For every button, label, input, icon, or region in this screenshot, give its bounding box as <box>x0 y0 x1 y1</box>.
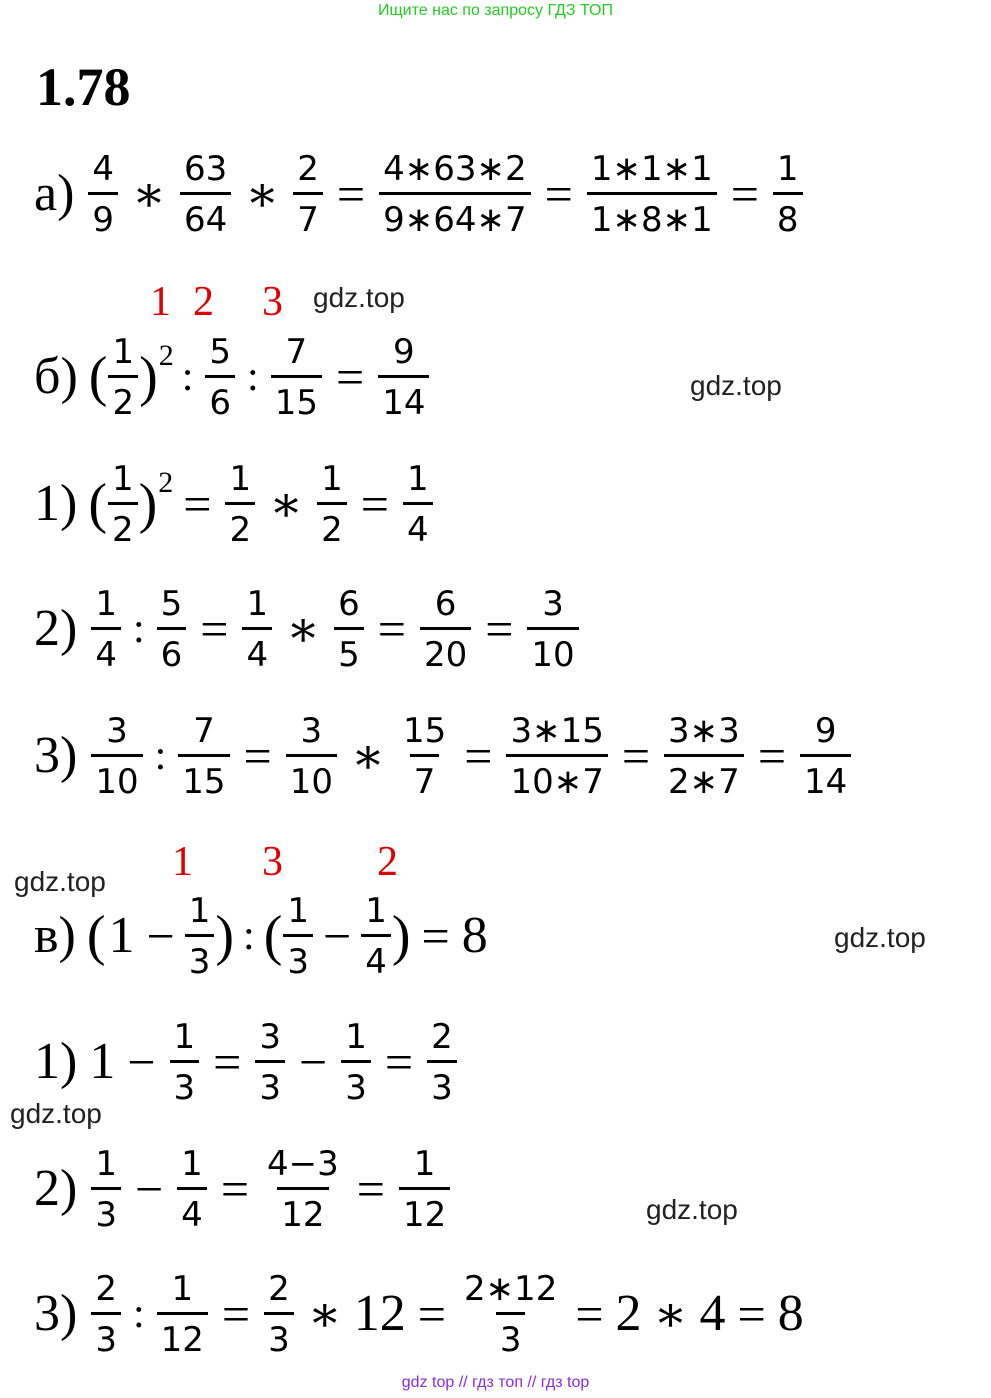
numerator: 7 <box>193 711 215 751</box>
step-label: 1) <box>34 1032 78 1090</box>
numerator: 3 <box>259 1017 282 1057</box>
numerator: 1 <box>181 1144 203 1184</box>
fraction <box>263 1144 343 1235</box>
minus-sign: − <box>299 1033 328 1090</box>
step-label: 2) <box>34 1159 78 1217</box>
denominator: 8 <box>773 192 803 237</box>
fraction <box>180 149 231 240</box>
equals-sign: = <box>544 165 573 222</box>
numerator: 1 <box>95 1144 117 1184</box>
fraction <box>403 459 433 550</box>
numerator: 3∗15 <box>510 711 604 751</box>
times-sign: ∗ <box>307 1285 342 1342</box>
denominator: 12 <box>157 1312 208 1357</box>
equals-sign: = <box>421 907 450 964</box>
equals-sign: = <box>183 475 212 532</box>
integer: 12 <box>353 1284 406 1342</box>
numerator: 1 <box>413 1144 436 1184</box>
fraction <box>361 891 391 982</box>
denominator: 6 <box>205 375 235 420</box>
numerator: 1 <box>173 1017 196 1057</box>
close-paren: ) <box>215 904 235 967</box>
part-b-step-1 <box>34 459 437 550</box>
top-banner: Ищите нас по запросу ГДЗ ТОП <box>378 2 613 19</box>
fraction <box>177 1144 207 1235</box>
numerator: 1 <box>321 459 343 499</box>
denominator: 1∗8∗1 <box>587 192 717 237</box>
integer: 1 <box>108 906 135 964</box>
numerator: 7 <box>285 332 308 372</box>
fraction <box>334 584 364 675</box>
step-label: 1) <box>34 474 78 532</box>
fraction <box>341 1017 371 1108</box>
open-paren: ( <box>263 904 283 967</box>
fraction <box>91 1269 121 1360</box>
fraction <box>178 711 229 802</box>
numerator: 15 <box>402 711 447 751</box>
open-paren: ( <box>86 904 106 967</box>
part-b-label: б) <box>34 347 78 405</box>
fraction <box>157 1269 208 1360</box>
denominator: 9∗64∗7 <box>379 192 531 237</box>
denominator: 10∗7 <box>506 754 607 799</box>
divide-sign: : <box>243 912 255 959</box>
fraction <box>773 149 803 240</box>
numerator: 1 <box>171 1269 194 1309</box>
fraction <box>286 711 337 802</box>
denominator: 3 <box>264 1312 294 1357</box>
fraction <box>108 332 138 423</box>
numerator: 3 <box>300 711 323 751</box>
divide-sign: : <box>132 605 145 652</box>
equals-sign: = <box>336 165 366 222</box>
fraction <box>255 1017 285 1108</box>
numerator: 1 <box>776 149 799 189</box>
part-a-label: а) <box>34 164 75 222</box>
numerator: 2 <box>95 1269 117 1309</box>
fraction <box>293 149 323 240</box>
denominator: 3 <box>496 1312 526 1357</box>
fraction <box>800 711 851 802</box>
numerator: 5 <box>209 332 232 372</box>
denominator: 3 <box>91 1312 121 1357</box>
part-b-step-2 <box>34 584 583 675</box>
part-c-label: в) <box>34 906 76 964</box>
equals-sign: = <box>243 727 272 784</box>
denominator: 3 <box>283 934 313 979</box>
result-value: 8 <box>461 906 488 964</box>
part-c-step-2 <box>34 1144 454 1235</box>
order-mark-3: 3 <box>262 279 283 325</box>
denominator: 2 <box>317 502 347 547</box>
denominator: 12 <box>399 1187 450 1232</box>
order-mark-2: 2 <box>377 839 398 885</box>
numerator: 1 <box>406 459 429 499</box>
part-b-equation <box>34 332 433 423</box>
watermark: gdz.top <box>690 370 782 401</box>
fraction <box>271 332 322 423</box>
numerator: 1 <box>365 891 387 931</box>
denominator: 4 <box>403 502 433 547</box>
numerator: 1 <box>95 584 117 624</box>
equals-sign: = <box>417 1285 446 1342</box>
order-mark-2: 2 <box>193 279 214 325</box>
equals-sign: = <box>757 727 787 784</box>
divide-sign: : <box>154 732 167 779</box>
equals-sign: = <box>737 1285 766 1342</box>
numerator: 1∗1∗1 <box>590 149 713 189</box>
equals-sign: = <box>356 1160 385 1217</box>
fraction <box>264 1269 294 1360</box>
denominator: 5 <box>334 627 364 672</box>
fraction <box>399 1144 450 1235</box>
fraction <box>91 711 142 802</box>
fraction <box>506 711 607 802</box>
denominator: 3 <box>427 1060 457 1105</box>
open-paren: ( <box>88 472 107 535</box>
numerator: 1 <box>111 459 134 499</box>
numerator: 6 <box>434 584 457 624</box>
fraction <box>242 584 272 675</box>
part-b-step-3 <box>34 711 855 802</box>
numerator: 1 <box>345 1017 367 1057</box>
denominator: 10 <box>91 754 142 799</box>
denominator: 7 <box>293 192 323 237</box>
fraction <box>91 1144 121 1235</box>
order-mark-1: 1 <box>150 279 171 325</box>
denominator: 10 <box>286 754 337 799</box>
part-c-step-3 <box>34 1269 806 1360</box>
numerator: 1 <box>188 891 211 931</box>
integer: 2 <box>615 1284 642 1342</box>
equals-sign: = <box>220 1160 250 1217</box>
numerator: 63 <box>184 149 228 189</box>
denominator: 10 <box>527 627 578 672</box>
minus-sign: − <box>134 1160 164 1217</box>
denominator: 3 <box>341 1060 371 1105</box>
fraction <box>399 711 450 802</box>
watermark: gdz.top <box>14 866 106 897</box>
fraction <box>91 584 121 675</box>
denominator: 12 <box>277 1187 328 1232</box>
exponent: 2 <box>158 339 174 372</box>
denominator: 4 <box>361 934 391 979</box>
part-c-step-1 <box>34 1017 461 1108</box>
numerator: 9 <box>393 332 415 372</box>
denominator: 2 <box>225 502 255 547</box>
times-sign: ∗ <box>132 165 167 222</box>
denominator: 3 <box>185 934 215 979</box>
fraction <box>205 332 235 423</box>
equals-sign: = <box>464 727 493 784</box>
numerator: 6 <box>338 584 360 624</box>
fraction <box>157 584 187 675</box>
part-a-equation <box>34 149 807 240</box>
step-label: 3) <box>34 726 78 784</box>
numerator: 4∗63∗2 <box>383 149 527 189</box>
times-sign: ∗ <box>653 1285 688 1342</box>
equals-sign: = <box>377 600 406 657</box>
step-label: 2) <box>34 599 78 657</box>
denominator: 2 <box>108 375 138 420</box>
denominator: 9 <box>88 192 118 237</box>
equals-sign: = <box>221 1285 251 1342</box>
fraction <box>460 1269 561 1360</box>
integer: 4 <box>699 1284 726 1342</box>
problem-number: 1.78 <box>36 57 131 117</box>
close-paren: ) <box>139 345 158 408</box>
times-sign: ∗ <box>286 600 321 657</box>
numerator: 3 <box>542 584 564 624</box>
denominator: 7 <box>410 754 440 799</box>
denominator: 4 <box>177 1187 207 1232</box>
denominator: 2 <box>108 502 138 547</box>
equals-sign: = <box>200 600 229 657</box>
divide-sign: : <box>181 353 194 400</box>
equals-sign: = <box>575 1285 604 1342</box>
numerator: 1 <box>112 332 135 372</box>
numerator: 3 <box>106 711 128 751</box>
watermark: gdz.top <box>10 1098 102 1129</box>
numerator: 5 <box>160 584 183 624</box>
times-sign: ∗ <box>245 165 280 222</box>
fraction <box>427 1017 457 1108</box>
watermark: gdz.top <box>313 282 405 313</box>
denominator: 4 <box>242 627 272 672</box>
exponent: 2 <box>158 466 174 499</box>
equals-sign: = <box>213 1033 242 1090</box>
minus-sign: − <box>323 907 352 964</box>
equals-sign: = <box>360 475 389 532</box>
fraction <box>527 584 578 675</box>
minus-sign: − <box>127 1033 156 1090</box>
fraction <box>108 459 138 550</box>
fraction <box>378 332 429 423</box>
fraction <box>664 711 744 802</box>
equals-sign: = <box>384 1033 414 1090</box>
denominator: 2∗7 <box>664 754 744 799</box>
open-paren: ( <box>88 345 108 408</box>
denominator: 20 <box>420 627 471 672</box>
fraction <box>379 149 531 240</box>
part-c-equation <box>34 891 490 982</box>
denominator: 6 <box>157 627 187 672</box>
numerator: 1 <box>287 891 309 931</box>
denominator: 3 <box>170 1060 200 1105</box>
numerator: 2 <box>431 1017 453 1057</box>
result-value: 8 <box>777 1284 804 1342</box>
equals-sign: = <box>730 165 759 222</box>
denominator: 3 <box>255 1060 285 1105</box>
footer-links: gdz top // гдз топ // гдз top <box>401 1374 590 1391</box>
numerator: 2∗12 <box>463 1269 558 1309</box>
divide-sign: : <box>132 1290 145 1337</box>
times-sign: ∗ <box>269 475 304 532</box>
fraction <box>225 459 255 550</box>
close-paren: ) <box>138 472 158 535</box>
denominator: 14 <box>378 375 429 420</box>
denominator: 15 <box>178 754 229 799</box>
times-sign: ∗ <box>351 727 385 784</box>
integer: 1 <box>89 1032 116 1090</box>
numerator: 2 <box>297 149 319 189</box>
equals-sign: = <box>335 348 365 405</box>
equals-sign: = <box>621 727 651 784</box>
order-mark-3: 3 <box>262 839 283 885</box>
numerator: 3∗3 <box>668 711 740 751</box>
fraction <box>587 149 717 240</box>
denominator: 3 <box>91 1187 121 1232</box>
fraction <box>317 459 347 550</box>
numerator: 1 <box>246 584 269 624</box>
numerator: 1 <box>229 459 252 499</box>
close-paren: ) <box>391 904 411 967</box>
step-label: 3) <box>34 1284 78 1342</box>
denominator: 15 <box>271 375 322 420</box>
watermark: gdz.top <box>834 922 926 953</box>
denominator: 64 <box>180 192 231 237</box>
equals-sign: = <box>485 600 514 657</box>
minus-sign: − <box>146 907 175 964</box>
numerator: 9 <box>814 711 837 751</box>
numerator: 2 <box>268 1269 290 1309</box>
fraction <box>420 584 471 675</box>
order-mark-1: 1 <box>172 839 193 885</box>
fraction <box>170 1017 200 1108</box>
fraction <box>185 891 215 982</box>
fraction <box>88 149 118 240</box>
watermark: gdz.top <box>646 1194 738 1225</box>
denominator: 4 <box>91 627 121 672</box>
fraction <box>283 891 313 982</box>
numerator: 4−3 <box>267 1144 339 1184</box>
denominator: 14 <box>800 754 851 799</box>
numerator: 4 <box>92 149 115 189</box>
divide-sign: : <box>247 353 259 400</box>
